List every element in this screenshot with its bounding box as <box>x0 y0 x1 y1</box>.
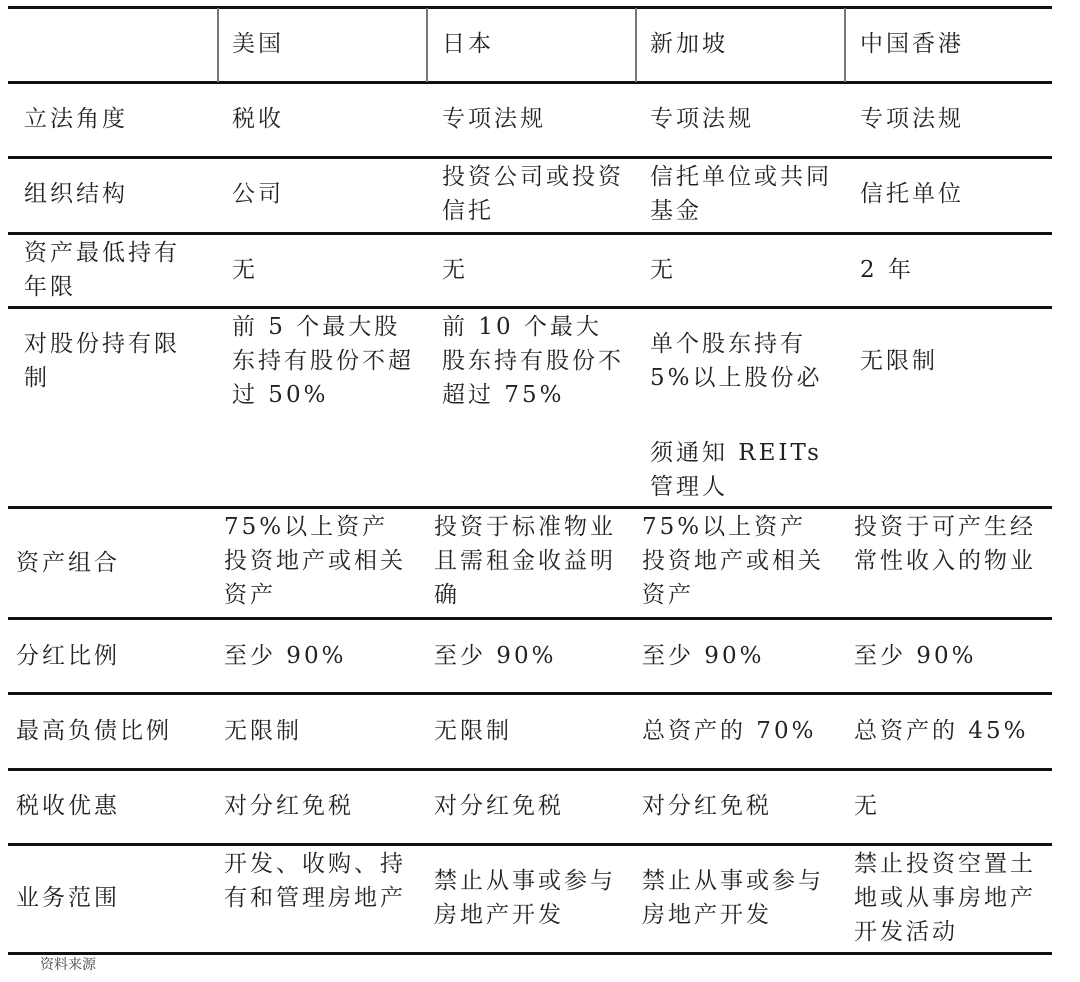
table-cell: 前 10 个最大股东持有股份不超过 75% <box>442 314 624 408</box>
row-label: 资产组合 <box>16 550 120 576</box>
table-cell: 专项法规 <box>860 106 964 132</box>
table-rule <box>8 156 1052 159</box>
table-rule <box>8 81 1052 84</box>
table-rule <box>8 306 1052 309</box>
table-cell: 禁止从事或参与房地产开发 <box>642 868 824 928</box>
table-cell: 无 <box>650 257 676 283</box>
table-rule <box>8 6 1052 9</box>
header-cell-usa: 美国 <box>232 31 284 57</box>
table-cell: 无 <box>232 257 258 283</box>
table-cell: 禁止投资空置土地或从事房地产开发活动 <box>854 851 1036 945</box>
header-cell-hongkong: 中国香港 <box>860 31 964 57</box>
table-cell: 无限制 <box>224 718 302 744</box>
table-cell: 专项法规 <box>650 106 754 132</box>
footer-fragment: 资料来源 <box>40 957 96 973</box>
table-cell: 对分红免税 <box>434 793 564 819</box>
row-label: 对股份持有限制 <box>24 331 180 391</box>
table-cell: 公司 <box>232 181 284 207</box>
row-label: 资产最低持有年限 <box>24 240 180 300</box>
column-divider <box>635 8 637 82</box>
row-label: 立法角度 <box>24 106 128 132</box>
column-divider <box>844 8 846 82</box>
table-cell: 对分红免税 <box>224 793 354 819</box>
table-cell: 无限制 <box>860 348 938 374</box>
table-rule <box>8 843 1052 846</box>
table-rule <box>8 768 1052 771</box>
table-rule <box>8 692 1052 695</box>
table-cell: 总资产的 45% <box>854 718 1029 744</box>
row-label: 业务范围 <box>16 885 120 911</box>
row-label: 组织结构 <box>24 181 128 207</box>
row-label: 分红比例 <box>16 643 120 669</box>
table-cell: 投资公司或投资信托 <box>442 164 624 224</box>
header-cell-singapore: 新加坡 <box>650 31 728 57</box>
header-cell-japan: 日本 <box>442 31 494 57</box>
table-cell: 至少 90% <box>642 643 765 669</box>
table-cell: 前 5 个最大股东持有股份不超过 50% <box>232 314 414 408</box>
table-cell: 专项法规 <box>442 106 546 132</box>
table-cell: 对分红免税 <box>642 793 772 819</box>
table-cell: 2 年 <box>860 257 914 283</box>
row-label: 最高负债比例 <box>16 718 172 744</box>
table-cell: 至少 90% <box>224 643 347 669</box>
table-cell: 无 <box>854 793 880 819</box>
row-label: 税收优惠 <box>16 793 120 819</box>
table-cell-continued: 须通知 REITs管理人 <box>650 440 822 500</box>
table-cell: 75%以上资产投资地产或相关资产 <box>224 514 406 608</box>
table-cell: 至少 90% <box>434 643 557 669</box>
column-divider <box>426 8 428 82</box>
table-cell: 单个股东持有5%以上股份必 <box>650 331 823 391</box>
table-cell: 至少 90% <box>854 643 977 669</box>
table-cell: 投资于标准物业且需租金收益明确 <box>434 514 616 608</box>
column-divider <box>217 8 219 82</box>
table-rule <box>8 617 1052 620</box>
table-cell: 无 <box>442 257 468 283</box>
table-cell: 75%以上资产投资地产或相关资产 <box>642 514 824 608</box>
table-rule <box>8 952 1052 955</box>
table-rule <box>8 506 1052 509</box>
table-cell: 信托单位 <box>860 181 964 207</box>
table-cell: 总资产的 70% <box>642 718 817 744</box>
table-cell: 禁止从事或参与房地产开发 <box>434 868 616 928</box>
table-cell: 税收 <box>232 106 284 132</box>
table-cell: 信托单位或共同基金 <box>650 164 832 224</box>
table-rule <box>8 232 1052 235</box>
table-cell: 投资于可产生经常性收入的物业 <box>854 514 1036 574</box>
table-cell: 无限制 <box>434 718 512 744</box>
table-cell: 开发、收购、持有和管理房地产 <box>224 851 406 911</box>
